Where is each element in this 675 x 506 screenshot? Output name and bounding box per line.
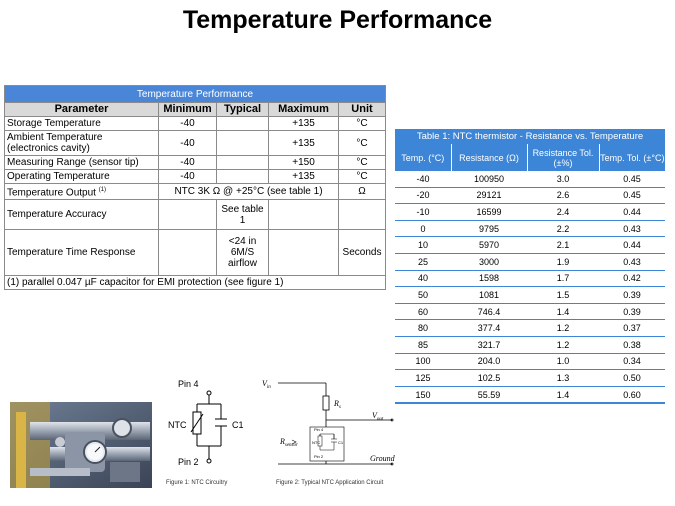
temp-tol-cell: 0.43 <box>599 220 665 237</box>
resistance-cell: 9795 <box>451 220 527 237</box>
resistance-cell: 29121 <box>451 187 527 204</box>
table-row <box>395 336 665 353</box>
resistance-cell: 16599 <box>451 204 527 221</box>
figure-ntc-application-circuit <box>256 374 404 484</box>
min-cell <box>159 230 217 276</box>
param-cell: Temperature Accuracy <box>5 200 159 230</box>
footnote-ref: (1) <box>98 187 107 193</box>
resistance-tol-cell: 1.0 <box>527 353 599 370</box>
fig2-c1-label: C1 <box>338 440 344 445</box>
table-row <box>395 287 665 304</box>
param-label: Temperature Output <box>7 187 96 199</box>
fig2-rs-label: $R_s$ <box>334 399 341 410</box>
table-row <box>5 117 386 131</box>
fig2-vin-label: $V_{in}$ <box>262 379 271 390</box>
figure2-caption: Figure 2: Typical NTC Application Circuit <box>276 480 384 486</box>
col-header-resistance-tol: Resistance Tol. (±%) <box>527 144 599 171</box>
resistance-tol-cell: 2.4 <box>527 204 599 221</box>
temp-tol-cell: 0.42 <box>599 270 665 287</box>
max-cell: +135 <box>269 170 339 184</box>
resistance-cell: 1081 <box>451 287 527 304</box>
temp-tol-cell: 0.45 <box>599 187 665 204</box>
resistance-cell: 1598 <box>451 270 527 287</box>
resistance-cell: 204.0 <box>451 353 527 370</box>
temp-cell: 0 <box>395 220 451 237</box>
temp-cell: 150 <box>395 386 451 403</box>
resistance-cell: 5970 <box>451 237 527 254</box>
temp-cell: 40 <box>395 270 451 287</box>
fig1-ntc-label: NTC <box>168 420 187 430</box>
fig2-pin2-label: Pin 2 <box>314 454 324 459</box>
table-row <box>395 220 665 237</box>
temp-cell: -40 <box>395 171 451 187</box>
max-cell <box>269 230 339 276</box>
industrial-equipment-photo <box>10 402 152 488</box>
table-row <box>395 370 665 387</box>
fig2-ntc-label: NTC <box>312 440 321 445</box>
unit-cell: °C <box>339 156 386 170</box>
table-row <box>395 386 665 403</box>
fig1-pin4-label: Pin 4 <box>178 379 199 389</box>
unit-cell <box>339 200 386 230</box>
typ-cell <box>217 117 269 131</box>
temp-tol-cell: 0.44 <box>599 237 665 254</box>
temp-cell: 50 <box>395 287 451 304</box>
fig2-pin4-label: Pin 4 <box>314 427 324 432</box>
resistance-tol-cell: 1.2 <box>527 336 599 353</box>
temp-tol-cell: 0.34 <box>599 353 665 370</box>
max-cell: +150 <box>269 156 339 170</box>
table-row <box>395 320 665 337</box>
resistance-cell: 377.4 <box>451 320 527 337</box>
col-header-unit: Unit <box>339 103 386 117</box>
temp-tol-cell: 0.43 <box>599 253 665 270</box>
fig1-pin2-label: Pin 2 <box>178 457 199 467</box>
col-header-maximum: Maximum <box>269 103 339 117</box>
fig1-c1-label: C1 <box>232 420 244 430</box>
typ-cell: See table 1 <box>217 200 269 230</box>
temp-cell: 25 <box>395 253 451 270</box>
unit-cell: Ω <box>339 184 386 200</box>
temp-tol-cell: 0.39 <box>599 287 665 304</box>
col-header-temp-tol: Temp. Tol. (±°C) <box>599 144 665 171</box>
table-row <box>395 187 665 204</box>
param-cell: Operating Temperature <box>5 170 159 184</box>
col-header-minimum: Minimum <box>159 103 217 117</box>
table-row <box>5 184 386 200</box>
min-cell: -40 <box>159 170 217 184</box>
col-header-typical: Typical <box>217 103 269 117</box>
resistance-cell: 55.59 <box>451 386 527 403</box>
param-cell: Temperature Time Response <box>5 230 159 276</box>
min-cell <box>159 200 217 230</box>
fig2-vout-label: $V_{out}$ <box>372 411 384 422</box>
temperature-performance-table <box>4 85 386 290</box>
resistance-tol-cell: 2.1 <box>527 237 599 254</box>
temp-cell: 10 <box>395 237 451 254</box>
temp-cell: -10 <box>395 204 451 221</box>
ntc-table-caption: Table 1: NTC thermistor - Resistance vs. Temperature <box>395 129 665 144</box>
resistance-tol-cell: 1.5 <box>527 287 599 304</box>
resistance-tol-cell: 1.2 <box>527 320 599 337</box>
max-cell: +135 <box>269 131 339 156</box>
table-footnote: (1) parallel 0.047 µF capacitor for EMI protection (see figure 1) <box>5 276 386 290</box>
temp-cell: -20 <box>395 187 451 204</box>
typ-cell <box>217 156 269 170</box>
typ-cell <box>217 131 269 156</box>
temp-cell: 125 <box>395 370 451 387</box>
resistance-tol-cell: 2.6 <box>527 187 599 204</box>
table-caption: Temperature Performance <box>5 86 386 103</box>
temp-cell: 60 <box>395 303 451 320</box>
figure1-caption: Figure 1: NTC Circuitry <box>166 480 228 486</box>
resistance-tol-cell: 1.9 <box>527 253 599 270</box>
fig2-rsensor-label: $R_{sensor}$ <box>280 437 298 448</box>
temp-tol-cell: 0.50 <box>599 370 665 387</box>
resistance-tol-cell: 1.7 <box>527 270 599 287</box>
resistance-tol-cell: 1.4 <box>527 303 599 320</box>
min-cell: -40 <box>159 131 217 156</box>
unit-cell: °C <box>339 170 386 184</box>
table-row <box>395 204 665 221</box>
typ-cell: <24 in 6M/S airflow <box>217 230 269 276</box>
table-row <box>395 253 665 270</box>
typ-cell <box>217 170 269 184</box>
resistance-cell: 3000 <box>451 253 527 270</box>
min-cell: -40 <box>159 117 217 131</box>
param-cell: Measuring Range (sensor tip) <box>5 156 159 170</box>
output-value-cell: NTC 3K Ω @ +25°C (see table 1) <box>159 184 339 200</box>
resistance-cell: 321.7 <box>451 336 527 353</box>
figure-ntc-circuitry <box>160 374 260 484</box>
table-row <box>395 171 665 187</box>
table-row <box>395 237 665 254</box>
table-row <box>5 170 386 184</box>
unit-cell: °C <box>339 117 386 131</box>
min-cell: -40 <box>159 156 217 170</box>
resistance-tol-cell: 1.3 <box>527 370 599 387</box>
table-row <box>5 131 386 156</box>
temp-tol-cell: 0.37 <box>599 320 665 337</box>
resistance-cell: 102.5 <box>451 370 527 387</box>
temp-tol-cell: 0.38 <box>599 336 665 353</box>
resistance-tol-cell: 3.0 <box>527 171 599 187</box>
param-cell: Storage Temperature <box>5 117 159 131</box>
param-cell <box>5 184 159 200</box>
col-header-resistance: Resistance (Ω) <box>451 144 527 171</box>
unit-cell: °C <box>339 131 386 156</box>
table-row <box>395 270 665 287</box>
max-cell <box>269 200 339 230</box>
max-cell: +135 <box>269 117 339 131</box>
col-header-temp: Temp. (°C) <box>395 144 451 171</box>
unit-cell: Seconds <box>339 230 386 276</box>
resistance-tol-cell: 1.4 <box>527 386 599 403</box>
temp-cell: 80 <box>395 320 451 337</box>
table-row <box>395 353 665 370</box>
slide-title: Temperature Performance <box>182 6 493 34</box>
col-header-parameter: Parameter <box>5 103 159 117</box>
ntc-table-body <box>395 171 665 403</box>
temp-cell: 85 <box>395 336 451 353</box>
table-row <box>5 200 386 230</box>
temp-tol-cell: 0.60 <box>599 386 665 403</box>
temp-tol-cell: 0.39 <box>599 303 665 320</box>
fig2-ground-label: Ground <box>370 454 395 463</box>
temp-tol-cell: 0.44 <box>599 204 665 221</box>
param-cell: Ambient Temperature (electronics cavity) <box>5 131 159 156</box>
ntc-resistance-table <box>395 129 665 404</box>
table-row <box>395 303 665 320</box>
resistance-cell: 746.4 <box>451 303 527 320</box>
table-row <box>5 156 386 170</box>
temp-tol-cell: 0.45 <box>599 171 665 187</box>
resistance-tol-cell: 2.2 <box>527 220 599 237</box>
temp-cell: 100 <box>395 353 451 370</box>
table-row <box>5 230 386 276</box>
resistance-cell: 100950 <box>451 171 527 187</box>
